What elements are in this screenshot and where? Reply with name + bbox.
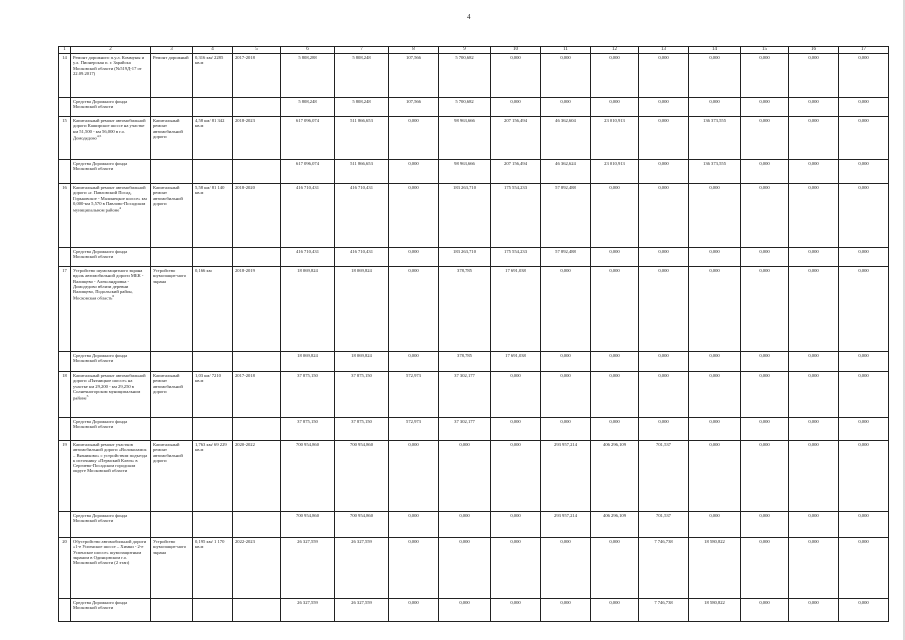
value-cell: 0,000	[741, 538, 789, 599]
empty-cell	[233, 352, 281, 372]
value-cell: 107,566	[389, 98, 439, 117]
header-cell: 8	[389, 47, 439, 54]
object-name: Обустройство автомобильной дороги «1-е Успенское шоссе – Химки - 2-е Успенское шоссе» шумозащитным экраном в Одинцовском г.о. Московской области (2 этап)	[71, 538, 151, 599]
value-cell: 0,000	[389, 352, 439, 372]
capacity: 5,58 км/ 81 140 кв.м	[193, 184, 233, 248]
value-cell: 617 096,074	[281, 160, 335, 184]
value-cell: 0,000	[839, 372, 889, 418]
empty-cell	[151, 352, 193, 372]
value-cell: 0,000	[491, 538, 541, 599]
empty-cell	[59, 512, 71, 538]
value-cell: 18 069,824	[281, 267, 335, 352]
object-name: Устройство шумозащитного экрана вдоль автомобильной дороги МБК - Валищево - Александровка - Домодедово вблизи деревни Валищево, Подольский район, Московская область$^6$	[71, 267, 151, 352]
value-cell: 57 892,488	[541, 248, 591, 267]
row-number: 17	[59, 267, 71, 352]
value-cell: 511 866,653	[335, 160, 389, 184]
work-type: Капитальный ремонт автомобильной дороги	[151, 184, 193, 248]
value-cell: 23 010,913	[591, 117, 639, 160]
value-cell: 0,000	[789, 248, 839, 267]
period: 2017-2018	[233, 54, 281, 98]
value-cell: 57 892,488	[541, 184, 591, 248]
value-cell: 0,000	[839, 538, 889, 599]
funding-source: Средства Дорожного фонда Московской области	[71, 98, 151, 117]
value-cell: 5 808,248	[281, 98, 335, 117]
value-cell: 5 808,248	[335, 54, 389, 98]
value-cell: 0,000	[541, 599, 591, 622]
value-cell: 0,000	[789, 352, 839, 372]
funding-source-row	[59, 160, 889, 184]
value-cell: 7 746,738	[639, 538, 689, 599]
empty-cell	[59, 599, 71, 622]
value-cell: 175 554,233	[491, 248, 541, 267]
value-cell: 0,000	[741, 267, 789, 352]
period: 2020-2022	[233, 441, 281, 512]
value-cell: 37 875,150	[281, 372, 335, 418]
capacity: 4,58 км/ 81 342 кв.м	[193, 117, 233, 160]
value-cell: 0,000	[689, 352, 741, 372]
value-cell: 0,000	[591, 599, 639, 622]
value-cell: 207 156,494	[491, 117, 541, 160]
value-cell: 46 362,624	[541, 160, 591, 184]
value-cell: 26 327,559	[335, 538, 389, 599]
value-cell: 0,000	[491, 441, 541, 512]
empty-cell	[151, 599, 193, 622]
header-cell: 4	[193, 47, 233, 54]
value-cell: 26 327,559	[281, 538, 335, 599]
header-cell: 9	[439, 47, 491, 54]
value-cell: 0,000	[789, 267, 839, 352]
value-cell: 293 957,214	[541, 512, 591, 538]
value-cell: 37 302,177	[439, 372, 491, 418]
header-row	[59, 47, 889, 54]
header-cell: 15	[741, 47, 789, 54]
footnote-mark: 4,5	[96, 133, 102, 138]
value-cell: 5 700,682	[439, 98, 491, 117]
value-cell: 0,000	[741, 160, 789, 184]
value-cell: 0,000	[789, 441, 839, 512]
value-cell: 17 691,038	[491, 267, 541, 352]
value-cell: 617 096,074	[281, 117, 335, 160]
value-cell: 207 156,494	[491, 160, 541, 184]
value-cell: 0,000	[839, 352, 889, 372]
value-cell: 37 875,150	[335, 418, 389, 441]
footnote-mark: 5	[86, 394, 89, 399]
value-cell: 0,000	[639, 248, 689, 267]
empty-cell	[233, 512, 281, 538]
value-cell: 46 362,604	[541, 117, 591, 160]
empty-cell	[151, 418, 193, 441]
funding-source-row	[59, 418, 889, 441]
value-cell: 136 373,555	[689, 117, 741, 160]
work-type: Устройство шумозащит-ного экрана	[151, 538, 193, 599]
value-cell: 701,537	[639, 441, 689, 512]
value-cell: 416 710,431	[281, 184, 335, 248]
value-cell: 0,000	[741, 599, 789, 622]
value-cell: 18 069,824	[281, 352, 335, 372]
value-cell: 416 710,431	[335, 248, 389, 267]
value-cell: 0,000	[439, 599, 491, 622]
empty-cell	[193, 248, 233, 267]
value-cell: 0,000	[741, 352, 789, 372]
investment-table	[58, 46, 889, 622]
empty-cell	[151, 512, 193, 538]
funding-source-row	[59, 352, 889, 372]
value-cell: 0,000	[689, 248, 741, 267]
table-row	[59, 184, 889, 248]
value-cell: 700 954,860	[281, 512, 335, 538]
value-cell: 0,000	[541, 418, 591, 441]
value-cell: 0,000	[491, 418, 541, 441]
value-cell: 0,000	[789, 538, 839, 599]
row-number: 18	[59, 372, 71, 418]
object-name: Капитальный ремонт автомобильной дороги «Пятницкое шоссе» на участке км 29,200 - км 29,250 в Солнечногорском муниципальном районе$^5$	[71, 372, 151, 418]
value-cell: 26 327,559	[335, 599, 389, 622]
value-cell: 0,000	[389, 512, 439, 538]
empty-cell	[59, 418, 71, 441]
value-cell: 0,000	[741, 54, 789, 98]
value-cell: 37 875,150	[281, 418, 335, 441]
table-row	[59, 441, 889, 512]
value-cell: 0,000	[789, 184, 839, 248]
header-cell: 3	[151, 47, 193, 54]
work-type: Капитальный ремонт автомобильной дороги	[151, 372, 193, 418]
value-cell: 293 957,214	[541, 441, 591, 512]
period: 2018-2019	[233, 267, 281, 352]
value-cell: 700 954,860	[335, 441, 389, 512]
empty-cell	[193, 160, 233, 184]
value-cell: 0,000	[639, 160, 689, 184]
value-cell: 0,000	[789, 599, 839, 622]
value-cell: 0,000	[591, 267, 639, 352]
value-cell: 0,000	[541, 267, 591, 352]
row-number: 19	[59, 441, 71, 512]
value-cell: 0,000	[389, 441, 439, 512]
value-cell: 0,000	[689, 54, 741, 98]
header-cell: 13	[639, 47, 689, 54]
value-cell: 0,000	[639, 352, 689, 372]
value-cell: 98 963,666	[439, 117, 491, 160]
value-cell: 18 580,822	[689, 599, 741, 622]
value-cell: 572,973	[389, 418, 439, 441]
header-cell: 7	[335, 47, 389, 54]
value-cell: 0,000	[591, 248, 639, 267]
value-cell: 0,000	[839, 267, 889, 352]
value-cell: 0,000	[639, 54, 689, 98]
value-cell: 37 302,177	[439, 418, 491, 441]
value-cell: 183 263,710	[439, 184, 491, 248]
value-cell: 0,000	[389, 160, 439, 184]
value-cell: 0,000	[639, 117, 689, 160]
footnote-mark: 4	[119, 206, 122, 211]
value-cell: 98 963,666	[439, 160, 491, 184]
value-cell: 0,000	[839, 54, 889, 98]
value-cell: 0,000	[689, 512, 741, 538]
table-row	[59, 538, 889, 599]
value-cell: 0,000	[689, 372, 741, 418]
value-cell: 0,000	[689, 418, 741, 441]
value-cell: 0,000	[789, 98, 839, 117]
value-cell: 0,000	[389, 538, 439, 599]
empty-cell	[233, 418, 281, 441]
header-cell: 16	[789, 47, 839, 54]
value-cell: 37 875,150	[335, 372, 389, 418]
value-cell: 0,000	[839, 117, 889, 160]
value-cell: 0,000	[839, 98, 889, 117]
funding-source: Средства Дорожного фонда Московской области	[71, 512, 151, 538]
header-cell: 5	[233, 47, 281, 54]
capacity: 1,03 км/ 7210 кв.м	[193, 372, 233, 418]
value-cell: 5 808,288	[281, 54, 335, 98]
value-cell: 0,000	[789, 160, 839, 184]
value-cell: 26 327,559	[281, 599, 335, 622]
value-cell: 17 691,038	[491, 352, 541, 372]
value-cell: 0,000	[591, 418, 639, 441]
value-cell: 18 069,824	[335, 352, 389, 372]
empty-cell	[59, 248, 71, 267]
value-cell: 0,000	[741, 248, 789, 267]
work-type: Капитальный ремонт автомобильной дороги	[151, 117, 193, 160]
table-body	[59, 54, 889, 622]
empty-cell	[233, 599, 281, 622]
value-cell: 5 700,682	[439, 54, 491, 98]
empty-cell	[193, 599, 233, 622]
value-cell: 0,000	[439, 538, 491, 599]
header-cell: 10	[491, 47, 541, 54]
value-cell: 0,000	[741, 418, 789, 441]
value-cell: 0,000	[541, 372, 591, 418]
object-name: Капитальный ремонт автомобильной дороги «г. Павловский Посад, Горьковское - Малинецкое шоссе» км 0,000-км 5,570 в Павлово-Посадском муниципальном районе$^4$	[71, 184, 151, 248]
period: 2022-2023	[233, 538, 281, 599]
value-cell: 0,000	[639, 267, 689, 352]
empty-cell	[233, 160, 281, 184]
value-cell: 701,537	[639, 512, 689, 538]
value-cell: 0,000	[541, 352, 591, 372]
value-cell: 0,000	[741, 98, 789, 117]
value-cell: 183 263,710	[439, 248, 491, 267]
period: 2018-2023	[233, 117, 281, 160]
value-cell: 0,000	[541, 98, 591, 117]
value-cell: 0,000	[839, 184, 889, 248]
table-row	[59, 267, 889, 352]
value-cell: 0,000	[389, 184, 439, 248]
value-cell: 0,000	[439, 441, 491, 512]
value-cell: 572,973	[389, 372, 439, 418]
funding-source: Средства Дорожного фонда Московской области	[71, 248, 151, 267]
value-cell: 0,000	[591, 184, 639, 248]
header-cell: 17	[839, 47, 889, 54]
empty-cell	[233, 248, 281, 267]
value-cell: 0,000	[741, 512, 789, 538]
value-cell: 0,000	[741, 441, 789, 512]
value-cell: 0,000	[591, 372, 639, 418]
value-cell: 136 373,555	[689, 160, 741, 184]
value-cell: 0,000	[839, 160, 889, 184]
empty-cell	[193, 98, 233, 117]
header-cell: 2	[71, 47, 151, 54]
value-cell: 0,000	[639, 184, 689, 248]
value-cell: 700 954,860	[335, 512, 389, 538]
value-cell: 416 710,431	[281, 248, 335, 267]
value-cell: 0,000	[491, 98, 541, 117]
value-cell: 7 746,738	[639, 599, 689, 622]
value-cell: 5 808,248	[335, 98, 389, 117]
work-type: Устройство шумозащит-ного экрана	[151, 267, 193, 352]
empty-cell	[151, 160, 193, 184]
value-cell: 0,000	[789, 54, 839, 98]
value-cell: 0,000	[789, 117, 839, 160]
value-cell: 0,000	[389, 117, 439, 160]
value-cell: 0,000	[491, 599, 541, 622]
row-number: 15	[59, 117, 71, 160]
funding-source-row	[59, 599, 889, 622]
page-number: 4	[467, 13, 471, 21]
value-cell: 0,000	[639, 372, 689, 418]
value-cell: 0,000	[491, 512, 541, 538]
value-cell: 0,000	[789, 512, 839, 538]
empty-cell	[151, 248, 193, 267]
value-cell: 0,000	[591, 54, 639, 98]
value-cell: 107,566	[389, 54, 439, 98]
value-cell: 0,000	[591, 98, 639, 117]
empty-cell	[59, 98, 71, 117]
value-cell: 0,000	[591, 538, 639, 599]
funding-source: Средства Дорожного фонда Московской области	[71, 418, 151, 441]
header-cell: 12	[591, 47, 639, 54]
funding-source: Средства Дорожного фонда Московской области	[71, 352, 151, 372]
row-number: 16	[59, 184, 71, 248]
value-cell: 0,000	[591, 352, 639, 372]
object-name: Ремонт дорожного п.у.л. Коммуны и у.л. Пионерская п. г. Зарайска Московской области (№519Д-17 от 22.09.2017)	[71, 54, 151, 98]
header-cell: 14	[689, 47, 741, 54]
value-cell: 416 710,431	[335, 184, 389, 248]
funding-source-row	[59, 512, 889, 538]
value-cell: 0,000	[541, 538, 591, 599]
capacity: 0,316 км/ 2285 кв.м	[193, 54, 233, 98]
value-cell: 378,785	[439, 267, 491, 352]
object-name: Капитальный ремонт участков автомобильной дороги «Волоколамск – Вязниково» с устройством подъезда к источнику «Пермский Ключ» в Сергиево-Посадском городском округе Московской области	[71, 441, 151, 512]
value-cell: 0,000	[689, 184, 741, 248]
value-cell: 175 554,233	[491, 184, 541, 248]
value-cell: 0,000	[639, 418, 689, 441]
value-cell: 0,000	[689, 267, 741, 352]
header-cell: 1	[59, 47, 71, 54]
table-row	[59, 372, 889, 418]
funding-source: Средства Дорожного фонда Московской области	[71, 599, 151, 622]
value-cell: 0,000	[741, 372, 789, 418]
value-cell: 0,000	[789, 418, 839, 441]
capacity: 0,195 км/ 1 170 кв.м	[193, 538, 233, 599]
value-cell: 18 069,824	[335, 267, 389, 352]
funding-source-row	[59, 98, 889, 117]
value-cell: 700 954,860	[281, 441, 335, 512]
row-number: 14	[59, 54, 71, 98]
value-cell: 0,000	[389, 267, 439, 352]
value-cell: 0,000	[439, 512, 491, 538]
value-cell: 0,000	[389, 248, 439, 267]
value-cell: 23 010,913	[591, 160, 639, 184]
empty-cell	[59, 352, 71, 372]
value-cell: 0,000	[541, 54, 591, 98]
value-cell: 0,000	[741, 117, 789, 160]
value-cell: 0,000	[839, 599, 889, 622]
object-name: Капитальный ремонт автомобильной дороги Каширское шоссе на участке км 51,500 - км 56,000 в г.о. Домодедово$^{4,5}$	[71, 117, 151, 160]
empty-cell	[233, 98, 281, 117]
row-number: 20	[59, 538, 71, 599]
value-cell: 0,000	[839, 441, 889, 512]
empty-cell	[193, 352, 233, 372]
empty-cell	[151, 98, 193, 117]
work-type: Ремонт дорожный	[151, 54, 193, 98]
empty-cell	[59, 160, 71, 184]
capacity: 1,763 км/ 69 229 кв.м	[193, 441, 233, 512]
value-cell: 0,000	[389, 599, 439, 622]
value-cell: 18 580,822	[689, 538, 741, 599]
value-cell: 378,785	[439, 352, 491, 372]
funding-source: Средства Дорожного фонда Московской области	[71, 160, 151, 184]
value-cell: 0,000	[491, 372, 541, 418]
work-type: Капитальный ремонт автомобильной дороги	[151, 441, 193, 512]
value-cell: 0,000	[741, 184, 789, 248]
value-cell: 0,000	[839, 512, 889, 538]
value-cell: 0,000	[839, 248, 889, 267]
table-row	[59, 117, 889, 160]
empty-cell	[193, 512, 233, 538]
value-cell: 0,000	[491, 54, 541, 98]
footnote-mark: 6	[112, 294, 115, 299]
value-cell: 0,000	[689, 98, 741, 117]
value-cell: 0,000	[689, 441, 741, 512]
header-cell: 6	[281, 47, 335, 54]
value-cell: 406 296,109	[591, 441, 639, 512]
value-cell: 0,000	[789, 372, 839, 418]
period: 2017-2018	[233, 372, 281, 418]
value-cell: 0,000	[839, 418, 889, 441]
header-cell: 11	[541, 47, 591, 54]
period: 2018-2020	[233, 184, 281, 248]
funding-source-row	[59, 248, 889, 267]
empty-cell	[193, 418, 233, 441]
value-cell: 406 296,109	[591, 512, 639, 538]
capacity: 0,166 км	[193, 267, 233, 352]
table-row	[59, 54, 889, 98]
value-cell: 0,000	[639, 98, 689, 117]
value-cell: 511 866,653	[335, 117, 389, 160]
